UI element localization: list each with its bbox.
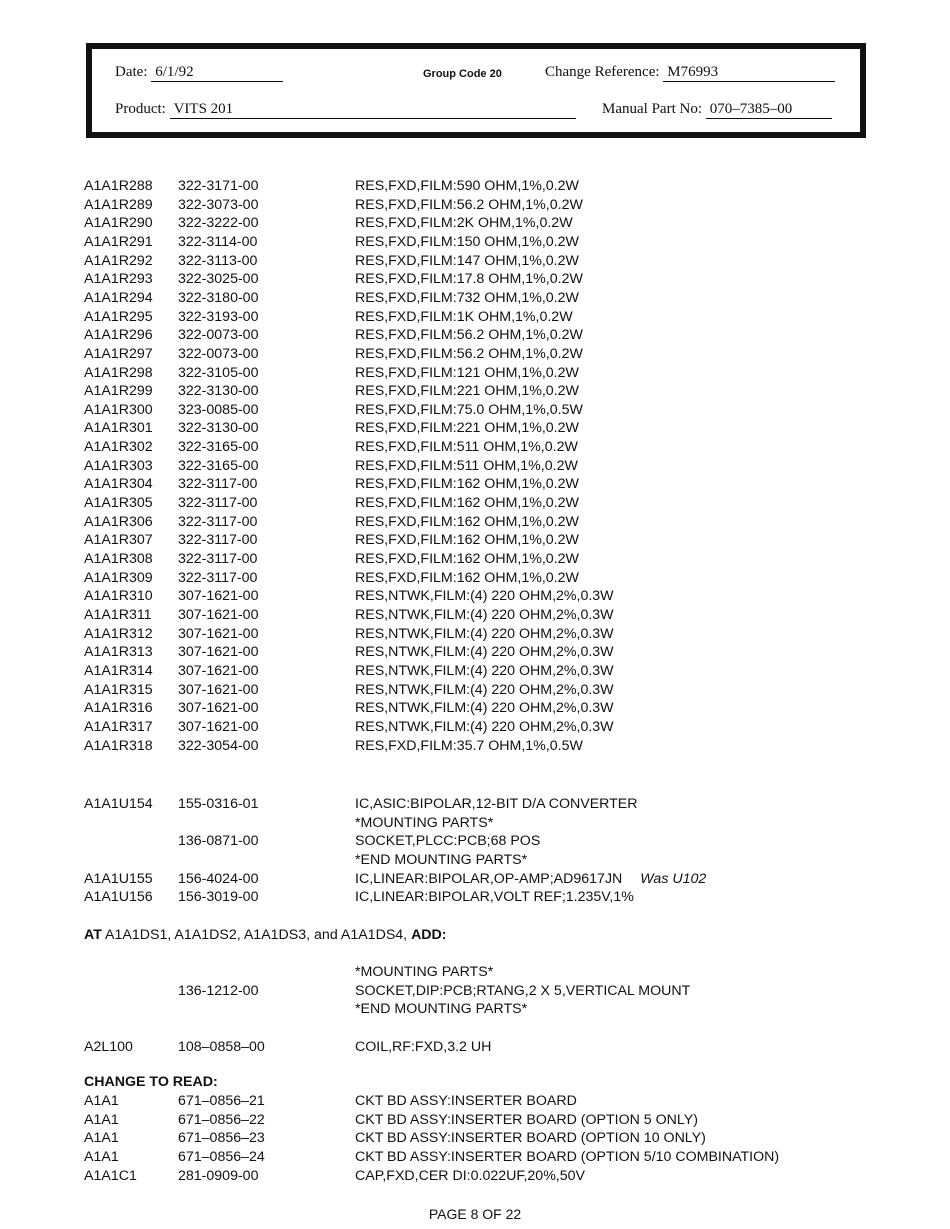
part-number: 322-3117-00 <box>178 551 258 567</box>
part-description: RES,NTWK,FILM:(4) 220 OHM,2%,0.3W <box>355 607 614 623</box>
part-number: 322-3117-00 <box>178 570 258 586</box>
part-description: CKT BD ASSY:INSERTER BOARD (OPTION 10 ONLY) <box>355 1130 706 1146</box>
part-number: 322-3165-00 <box>178 439 259 455</box>
header-box <box>86 43 866 138</box>
reference-designator: A1A1R303 <box>84 458 153 474</box>
part-number: 671–0856–22 <box>178 1112 265 1128</box>
reference-designator: A1A1R296 <box>84 327 153 343</box>
part-description: RES,NTWK,FILM:(4) 220 OHM,2%,0.3W <box>355 626 614 642</box>
part-number: 322-3025-00 <box>178 271 259 287</box>
reference-designator: A1A1R294 <box>84 290 153 306</box>
part-description-text: IC,LINEAR:BIPOLAR,OP-AMP;AD9617JN <box>355 871 623 887</box>
part-description: *END MOUNTING PARTS* <box>355 852 528 868</box>
part-number: 307-1621-00 <box>178 607 259 623</box>
part-number: 671–0856–21 <box>178 1093 265 1109</box>
part-description: RES,FXD,FILM:121 OHM,1%,0.2W <box>355 365 579 381</box>
part-description: RES,FXD,FILM:590 OHM,1%,0.2W <box>355 178 579 194</box>
reference-designator: A1A1R298 <box>84 365 153 381</box>
part-description: RES,NTWK,FILM:(4) 220 OHM,2%,0.3W <box>355 663 614 679</box>
reference-designator: A1A1 <box>84 1130 119 1146</box>
part-description: CAP,FXD,CER DI:0.022UF,20%,50V <box>355 1168 585 1184</box>
reference-designator: A1A1R317 <box>84 719 153 735</box>
manual-part-field <box>602 101 832 119</box>
reference-designator: A1A1R299 <box>84 383 153 399</box>
reference-designator: A1A1C1 <box>84 1168 137 1184</box>
reference-designator: A1A1 <box>84 1112 119 1128</box>
manual-part-value: 070–7385–00 <box>706 101 832 119</box>
reference-designator: A1A1R305 <box>84 495 153 511</box>
part-description: RES,FXD,FILM:162 OHM,1%,0.2W <box>355 476 579 492</box>
part-description: RES,FXD,FILM:221 OHM,1%,0.2W <box>355 420 579 436</box>
date-field <box>115 64 283 82</box>
part-description: RES,NTWK,FILM:(4) 220 OHM,2%,0.3W <box>355 719 614 735</box>
group-code: Group Code 20 <box>423 68 502 80</box>
part-description: IC,ASIC:BIPOLAR,12-BIT D/A CONVERTER <box>355 796 638 812</box>
part-description: RES,FXD,FILM:17.8 OHM,1%,0.2W <box>355 271 583 287</box>
part-number: 136-0871-00 <box>178 833 259 849</box>
date-label: Date: <box>115 64 148 80</box>
part-number: 322-3117-00 <box>178 495 258 511</box>
reference-designator: A1A1R315 <box>84 682 153 698</box>
part-description: RES,FXD,FILM:1K OHM,1%,0.2W <box>355 309 573 325</box>
reference-designator: A1A1U155 <box>84 871 153 887</box>
part-number: 322-3165-00 <box>178 458 259 474</box>
reference-designator: A1A1R314 <box>84 663 153 679</box>
part-number: 307-1621-00 <box>178 588 259 604</box>
reference-designator: A1A1R291 <box>84 234 153 250</box>
at-suffix: ADD: <box>411 927 447 943</box>
part-description: RES,FXD,FILM:511 OHM,1%,0.2W <box>355 458 578 474</box>
reference-designator: A1A1R318 <box>84 738 153 754</box>
at-instruction <box>84 926 447 945</box>
reference-designator: A1A1R311 <box>84 607 152 623</box>
revision-note: Was U102 <box>640 871 707 887</box>
part-description: RES,NTWK,FILM:(4) 220 OHM,2%,0.3W <box>355 700 614 716</box>
part-description: RES,FXD,FILM:162 OHM,1%,0.2W <box>355 551 579 567</box>
part-description: RES,FXD,FILM:56.2 OHM,1%,0.2W <box>355 197 583 213</box>
part-description: CKT BD ASSY:INSERTER BOARD (OPTION 5/10 COMBINATION) <box>355 1149 780 1165</box>
product-value: VITS 201 <box>170 101 576 119</box>
part-description: RES,FXD,FILM:147 OHM,1%,0.2W <box>355 253 579 269</box>
reference-designator: A1A1R290 <box>84 215 153 231</box>
part-description: RES,FXD,FILM:221 OHM,1%,0.2W <box>355 383 579 399</box>
reference-designator: A1A1R288 <box>84 178 153 194</box>
reference-designator: A1A1R301 <box>84 420 153 436</box>
reference-designator: A2L100 <box>84 1039 133 1055</box>
date-value: 6/1/92 <box>151 64 283 82</box>
reference-designator: A1A1R313 <box>84 644 153 660</box>
part-number: 136-1212-00 <box>178 983 259 999</box>
manual-part-label: Manual Part No: <box>602 101 702 117</box>
change-reference-value: M76993 <box>663 64 835 82</box>
part-description: SOCKET,PLCC:PCB;68 POS <box>355 833 541 849</box>
part-number: 322-3130-00 <box>178 420 259 436</box>
at-prefix: AT <box>84 927 102 943</box>
change-heading-text: CHANGE TO READ: <box>84 1074 218 1090</box>
part-number: 322-0073-00 <box>178 327 259 343</box>
part-number: 322-3105-00 <box>178 365 259 381</box>
reference-designator: A1A1U154 <box>84 796 153 812</box>
change-heading <box>84 1073 218 1092</box>
part-description: RES,FXD,FILM:162 OHM,1%,0.2W <box>355 514 579 530</box>
part-number: 322-3130-00 <box>178 383 259 399</box>
part-number: 307-1621-00 <box>178 644 259 660</box>
part-number: 108–0858–00 <box>178 1039 265 1055</box>
part-description: RES,FXD,FILM:150 OHM,1%,0.2W <box>355 234 579 250</box>
reference-designator: A1A1R316 <box>84 700 153 716</box>
part-number: 323-0085-00 <box>178 402 259 418</box>
part-description: RES,FXD,FILM:162 OHM,1%,0.2W <box>355 570 579 586</box>
reference-designator: A1A1R302 <box>84 439 153 455</box>
reference-designator: A1A1 <box>84 1093 119 1109</box>
reference-designator: A1A1R309 <box>84 570 153 586</box>
part-number: 322-3073-00 <box>178 197 259 213</box>
part-description <box>355 870 706 889</box>
part-description: RES,FXD,FILM:732 OHM,1%,0.2W <box>355 290 579 306</box>
reference-designator: A1A1R308 <box>84 551 153 567</box>
part-description: COIL,RF:FXD,3.2 UH <box>355 1039 492 1055</box>
part-description: *MOUNTING PARTS* <box>355 815 494 831</box>
part-number: 307-1621-00 <box>178 700 259 716</box>
part-number: 307-1621-00 <box>178 626 259 642</box>
part-number: 307-1621-00 <box>178 663 259 679</box>
part-number: 322-3193-00 <box>178 309 259 325</box>
part-number: 155-0316-01 <box>178 796 259 812</box>
part-number: 156-4024-00 <box>178 871 259 887</box>
part-number: 322-3117-00 <box>178 532 258 548</box>
reference-designator: A1A1R293 <box>84 271 153 287</box>
part-number: 322-3222-00 <box>178 215 259 231</box>
part-description: RES,FXD,FILM:2K OHM,1%,0.2W <box>355 215 573 231</box>
part-number: 322-3180-00 <box>178 290 259 306</box>
part-description: RES,NTWK,FILM:(4) 220 OHM,2%,0.3W <box>355 682 614 698</box>
reference-designator: A1A1R310 <box>84 588 153 604</box>
part-number: 281-0909-00 <box>178 1168 259 1184</box>
reference-designator: A1A1R300 <box>84 402 153 418</box>
part-description: IC,LINEAR:BIPOLAR,VOLT REF;1.235V,1% <box>355 889 634 905</box>
part-number: 671–0856–24 <box>178 1149 265 1165</box>
part-description: SOCKET,DIP:PCB;RTANG,2 X 5,VERTICAL MOUNT <box>355 983 691 999</box>
part-description: CKT BD ASSY:INSERTER BOARD <box>355 1093 577 1109</box>
part-number: 307-1621-00 <box>178 682 259 698</box>
part-description: RES,FXD,FILM:75.0 OHM,1%,0.5W <box>355 402 583 418</box>
part-description: RES,FXD,FILM:56.2 OHM,1%,0.2W <box>355 327 583 343</box>
part-number: 307-1621-00 <box>178 719 259 735</box>
part-number: 322-3117-00 <box>178 514 258 530</box>
part-description: *MOUNTING PARTS* <box>355 964 494 980</box>
part-description: RES,FXD,FILM:162 OHM,1%,0.2W <box>355 495 579 511</box>
part-description: *END MOUNTING PARTS* <box>355 1001 528 1017</box>
part-description: RES,NTWK,FILM:(4) 220 OHM,2%,0.3W <box>355 588 614 604</box>
reference-designator: A1A1R297 <box>84 346 153 362</box>
part-number: 322-3113-00 <box>178 253 258 269</box>
product-field <box>115 101 576 119</box>
reference-designator: A1A1 <box>84 1149 119 1165</box>
part-number: 322-3054-00 <box>178 738 259 754</box>
reference-designator: A1A1U156 <box>84 889 153 905</box>
part-description: RES,FXD,FILM:511 OHM,1%,0.2W <box>355 439 578 455</box>
change-reference-label: Change Reference: <box>545 64 660 80</box>
part-number: 322-3114-00 <box>178 234 258 250</box>
change-reference-field <box>545 64 835 82</box>
reference-designator: A1A1R304 <box>84 476 153 492</box>
part-number: 322-0073-00 <box>178 346 259 362</box>
part-description: RES,NTWK,FILM:(4) 220 OHM,2%,0.3W <box>355 644 614 660</box>
reference-designator: A1A1R312 <box>84 626 153 642</box>
part-number: 322-3171-00 <box>178 178 259 194</box>
reference-designator: A1A1R306 <box>84 514 153 530</box>
part-description: RES,FXD,FILM:162 OHM,1%,0.2W <box>355 532 579 548</box>
reference-designator: A1A1R292 <box>84 253 153 269</box>
product-label: Product: <box>115 101 166 117</box>
reference-designator: A1A1R295 <box>84 309 153 325</box>
part-number: 322-3117-00 <box>178 476 258 492</box>
part-description: RES,FXD,FILM:56.2 OHM,1%,0.2W <box>355 346 583 362</box>
at-refs: A1A1DS1, A1A1DS2, A1A1DS3, and A1A1DS4, <box>105 927 408 943</box>
part-number: 671–0856–23 <box>178 1130 265 1146</box>
part-description: RES,FXD,FILM:35.7 OHM,1%,0.5W <box>355 738 583 754</box>
part-description: CKT BD ASSY:INSERTER BOARD (OPTION 5 ONLY) <box>355 1112 698 1128</box>
reference-designator: A1A1R289 <box>84 197 153 213</box>
part-number: 156-3019-00 <box>178 889 259 905</box>
page-number: PAGE 8 OF 22 <box>428 1206 522 1222</box>
reference-designator: A1A1R307 <box>84 532 153 548</box>
